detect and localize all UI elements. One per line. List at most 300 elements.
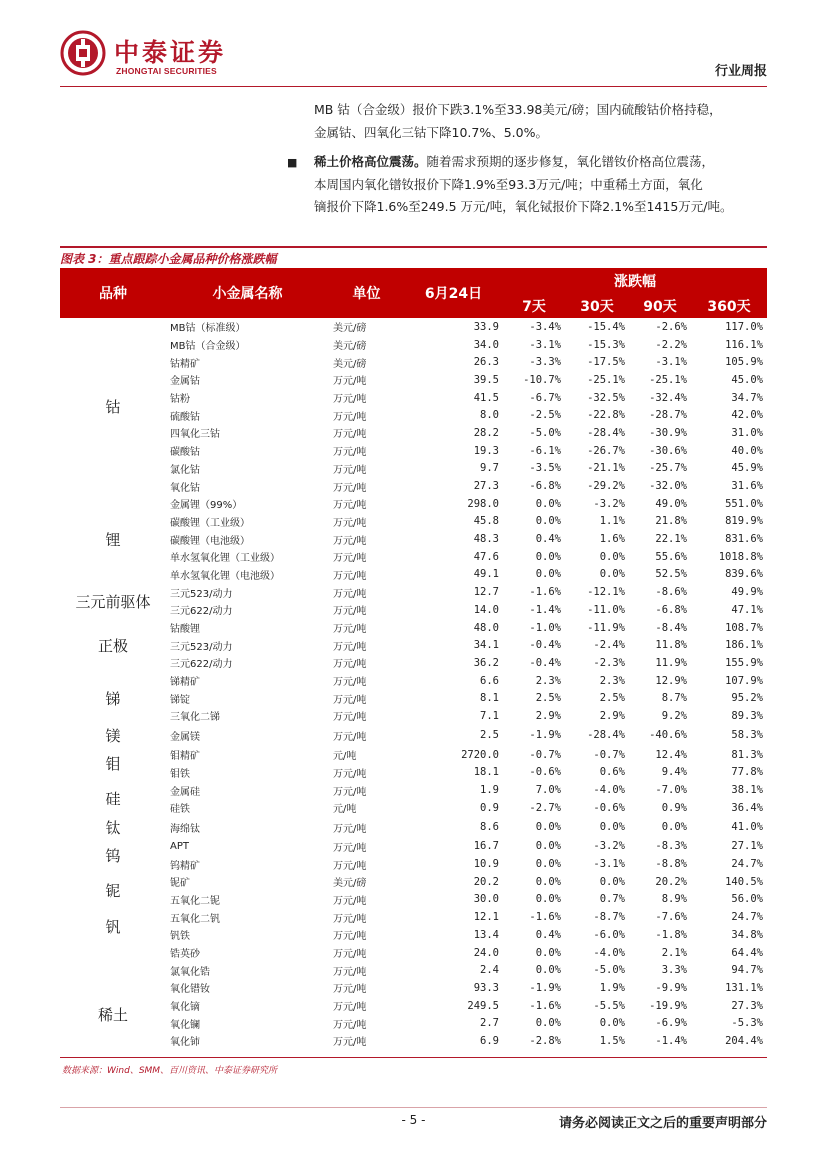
change-90d-cell: 22.1% xyxy=(655,533,687,546)
change-90d-cell: -8.6% xyxy=(655,586,687,599)
change-7d-cell: -1.6% xyxy=(529,911,561,924)
change-30d-cell: -22.8% xyxy=(587,409,625,422)
change-7d-cell: 2.9% xyxy=(535,709,561,722)
table-bottom-divider xyxy=(60,1057,767,1058)
price-cell: 18.1 xyxy=(473,766,499,779)
unit-cell: 美元/磅 xyxy=(333,358,367,370)
metal-name-cell: 五氧化二铌 xyxy=(170,895,220,907)
price-cell: 27.3 xyxy=(473,480,499,493)
change-90d-cell: 55.6% xyxy=(655,550,687,563)
change-90d-cell: 9.2% xyxy=(661,709,687,722)
table-row xyxy=(60,944,767,962)
change-30d-cell: -4.0% xyxy=(593,946,625,959)
change-360d-cell: 140.5% xyxy=(725,875,763,888)
change-7d-cell: 0.0% xyxy=(535,550,561,563)
change-90d-cell: 12.4% xyxy=(655,748,687,761)
price-cell: 19.3 xyxy=(473,444,499,457)
rare-earth-paragraph xyxy=(314,151,776,219)
table-row xyxy=(60,838,767,856)
unit-cell: 万元/吨 xyxy=(333,786,367,798)
change-30d-cell: -3.1% xyxy=(593,858,625,871)
change-360d-cell: 108.7% xyxy=(725,621,763,634)
change-30d-cell: -28.4% xyxy=(587,426,625,439)
change-30d-cell: 2.5% xyxy=(599,692,625,705)
change-360d-cell: 24.7% xyxy=(731,858,763,871)
change-30d-cell: -6.0% xyxy=(593,928,625,941)
change-7d-cell: 0.0% xyxy=(535,821,561,834)
change-7d-cell: -1.6% xyxy=(529,586,561,599)
unit-cell: 万元/吨 xyxy=(333,913,367,925)
metal-name-cell: 碳酸钴 xyxy=(170,447,200,459)
change-360d-cell: 24.7% xyxy=(731,911,763,924)
price-table xyxy=(60,268,767,1050)
change-360d-cell: 56.0% xyxy=(731,893,763,906)
price-cell: 8.1 xyxy=(480,692,499,705)
change-90d-cell: 0.9% xyxy=(661,801,687,814)
unit-cell: 万元/吨 xyxy=(333,376,367,388)
variety-cell: 钒 xyxy=(105,917,121,936)
unit-cell: 万元/吨 xyxy=(333,860,367,872)
variety-cell: 锂 xyxy=(105,530,121,549)
disclaimer: 请务必阅读正文之后的重要声明部分 xyxy=(558,1116,767,1131)
price-cell: 6.9 xyxy=(480,1034,499,1047)
metal-name-cell: 三元622/动力 xyxy=(170,659,233,671)
table-row xyxy=(60,1014,767,1032)
change-7d-cell: 0.0% xyxy=(535,858,561,871)
variety-cell: 正极 xyxy=(97,636,128,655)
change-90d-cell: -6.9% xyxy=(655,1017,687,1030)
change-360d-cell: 64.4% xyxy=(731,946,763,959)
table-row xyxy=(60,654,767,672)
unit-cell: 万元/吨 xyxy=(333,588,367,600)
table-row xyxy=(60,424,767,442)
metal-name-cell: 锑锭 xyxy=(170,694,190,706)
price-cell: 7.1 xyxy=(480,709,499,722)
change-90d-cell: 52.5% xyxy=(655,568,687,581)
price-cell: 2.7 xyxy=(480,1017,499,1030)
metal-name-cell: 硅铁 xyxy=(170,804,190,816)
rare-earth-line: 镝报价下降1.6%至249.5 万元/吨，氧化铽报价下降2.1%至1415万元/吨。 xyxy=(314,199,733,214)
change-90d-cell: 21.8% xyxy=(655,515,687,528)
table-row xyxy=(60,389,767,407)
change-30d-cell: 0.0% xyxy=(599,568,625,581)
change-360d-cell: 49.9% xyxy=(731,586,763,599)
change-30d-cell: 0.0% xyxy=(599,1017,625,1030)
table-row xyxy=(60,548,767,566)
price-cell: 16.7 xyxy=(473,840,499,853)
change-30d-cell: 0.6% xyxy=(599,766,625,779)
change-90d-cell: -30.6% xyxy=(649,444,687,457)
change-30d-cell: 2.9% xyxy=(599,709,625,722)
price-cell: 28.2 xyxy=(473,426,499,439)
table-row xyxy=(60,891,767,909)
variety-cell: 三元前驱体 xyxy=(75,592,151,611)
header-7d: 7天 xyxy=(503,294,565,318)
metal-name-cell: 钴粉 xyxy=(170,394,190,406)
table-row xyxy=(60,601,767,619)
change-7d-cell: -6.1% xyxy=(529,444,561,457)
metal-name-cell: 硫酸钴 xyxy=(170,411,200,423)
change-30d-cell: -21.1% xyxy=(587,462,625,475)
change-7d-cell: -0.4% xyxy=(529,656,561,669)
table-row xyxy=(60,619,767,637)
change-360d-cell: 38.1% xyxy=(731,784,763,797)
metal-name-cell: MB钴（标准级） xyxy=(170,323,246,335)
metal-name-cell: 锆英砂 xyxy=(170,949,200,961)
price-cell: 2720.0 xyxy=(461,748,499,761)
unit-cell: 元/吨 xyxy=(333,751,357,763)
change-30d-cell: -28.4% xyxy=(587,729,625,742)
change-360d-cell: 42.0% xyxy=(731,409,763,422)
change-30d-cell: -4.0% xyxy=(593,784,625,797)
change-90d-cell: -40.6% xyxy=(649,729,687,742)
table-row xyxy=(60,353,767,371)
change-7d-cell: 7.0% xyxy=(535,784,561,797)
change-90d-cell: -28.7% xyxy=(649,409,687,422)
price-cell: 41.5 xyxy=(473,391,499,404)
change-360d-cell: 116.1% xyxy=(725,338,763,351)
price-cell: 48.3 xyxy=(473,533,499,546)
price-cell: 47.6 xyxy=(473,550,499,563)
change-30d-cell: -15.3% xyxy=(587,338,625,351)
unit-cell: 美元/磅 xyxy=(333,878,367,890)
metal-name-cell: 三元523/动力 xyxy=(170,641,233,653)
table-row xyxy=(60,997,767,1015)
change-90d-cell: 9.4% xyxy=(661,766,687,779)
change-360d-cell: 819.9% xyxy=(725,515,763,528)
change-7d-cell: -3.1% xyxy=(529,338,561,351)
metal-name-cell: 单水氢氧化锂（工业级） xyxy=(170,553,280,565)
unit-cell: 万元/吨 xyxy=(333,553,367,565)
header-name: 小金属名称 xyxy=(166,268,329,318)
change-30d-cell: -17.5% xyxy=(587,356,625,369)
change-360d-cell: 89.3% xyxy=(731,709,763,722)
change-30d-cell: 0.7% xyxy=(599,893,625,906)
unit-cell: 万元/吨 xyxy=(333,411,367,423)
change-30d-cell: 1.1% xyxy=(599,515,625,528)
header-unit: 单位 xyxy=(329,268,404,318)
unit-cell: 万元/吨 xyxy=(333,517,367,529)
price-cell: 1.9 xyxy=(480,784,499,797)
header-change: 涨跌幅 xyxy=(503,268,767,294)
page-header xyxy=(0,0,827,90)
change-360d-cell: 1018.8% xyxy=(718,550,763,563)
change-360d-cell: 27.3% xyxy=(731,999,763,1012)
table-row xyxy=(60,1032,767,1050)
metal-name-cell: 金属锂（99%） xyxy=(170,500,243,512)
metal-name-cell: 五氧化二钒 xyxy=(170,913,220,925)
table-row xyxy=(60,979,767,997)
change-7d-cell: -1.4% xyxy=(529,603,561,616)
metal-name-cell: 氯化钴 xyxy=(170,464,200,476)
change-7d-cell: 0.0% xyxy=(535,875,561,888)
change-7d-cell: 0.0% xyxy=(535,515,561,528)
price-cell: 8.0 xyxy=(480,409,499,422)
change-360d-cell: 95.2% xyxy=(731,692,763,705)
change-90d-cell: -8.8% xyxy=(655,858,687,871)
change-7d-cell: -5.0% xyxy=(529,426,561,439)
metal-name-cell: 铌矿 xyxy=(170,878,190,890)
metal-name-cell: 三元523/动力 xyxy=(170,588,233,600)
change-7d-cell: 0.0% xyxy=(535,840,561,853)
unit-cell: 万元/吨 xyxy=(333,1037,367,1049)
rare-earth-line: 本周国内氧化镨钕报价下降1.9%至93.3万元/吨；中重稀土方面，氧化 xyxy=(314,176,703,192)
metal-name-cell: 氧化镝 xyxy=(170,1002,200,1014)
change-90d-cell: 12.9% xyxy=(655,674,687,687)
unit-cell: 万元/吨 xyxy=(333,464,367,476)
table-row xyxy=(60,707,767,725)
change-30d-cell: -26.7% xyxy=(587,444,625,457)
metal-name-cell: 氧化钴 xyxy=(170,482,200,494)
data-source: 数据来源：Wind、SMM、百川资讯、中泰证券研究所 xyxy=(62,1066,278,1076)
table-row xyxy=(60,908,767,926)
variety-cell: 稀土 xyxy=(97,1005,128,1024)
price-cell: 12.7 xyxy=(473,586,499,599)
unit-cell: 万元/吨 xyxy=(333,966,367,978)
table-row xyxy=(60,689,767,707)
change-90d-cell: -3.1% xyxy=(655,356,687,369)
change-360d-cell: 131.1% xyxy=(725,981,763,994)
metal-name-cell: 碳酸锂（工业级） xyxy=(170,517,250,529)
metal-name-cell: 氯氧化锆 xyxy=(170,966,210,978)
page-number: - 5 - xyxy=(401,1113,426,1127)
unit-cell: 万元/吨 xyxy=(333,768,367,780)
change-90d-cell: 8.9% xyxy=(661,893,687,906)
change-90d-cell: 0.0% xyxy=(661,821,687,834)
change-360d-cell: 47.1% xyxy=(731,603,763,616)
table-row xyxy=(60,406,767,424)
price-cell: 36.2 xyxy=(473,656,499,669)
table-row xyxy=(60,961,767,979)
change-360d-cell: 839.6% xyxy=(725,568,763,581)
metal-name-cell: 三氧化二锑 xyxy=(170,712,220,724)
change-90d-cell: -7.0% xyxy=(655,784,687,797)
variety-cell: 钼 xyxy=(105,755,121,773)
metal-name-cell: 金属镁 xyxy=(170,731,200,743)
metal-name-cell: 金属钴 xyxy=(170,376,200,388)
unit-cell: 万元/吨 xyxy=(333,500,367,512)
metal-name-cell: 钼精矿 xyxy=(170,751,200,763)
header-30d: 30天 xyxy=(565,294,629,318)
unit-cell: 万元/吨 xyxy=(333,447,367,459)
change-7d-cell: 0.0% xyxy=(535,497,561,510)
change-90d-cell: -2.2% xyxy=(655,338,687,351)
change-360d-cell: 107.9% xyxy=(725,674,763,687)
change-90d-cell: -19.9% xyxy=(649,999,687,1012)
change-360d-cell: 45.0% xyxy=(731,373,763,386)
change-7d-cell: -3.5% xyxy=(529,462,561,475)
unit-cell: 万元/吨 xyxy=(333,535,367,547)
unit-cell: 万元/吨 xyxy=(333,1019,367,1031)
change-90d-cell: 11.9% xyxy=(655,656,687,669)
header-variety: 品种 xyxy=(60,268,166,318)
header-date: 6月24日 xyxy=(404,268,503,318)
variety-cell: 铌 xyxy=(105,882,121,901)
change-7d-cell: -3.3% xyxy=(529,356,561,369)
change-30d-cell: 1.5% xyxy=(599,1034,625,1047)
metal-name-cell: 氧化镧 xyxy=(170,1019,200,1031)
intro-paragraph xyxy=(314,99,776,144)
header-360d: 360天 xyxy=(691,294,767,318)
rare-earth-heading: 稀土价格高位震荡。 xyxy=(314,154,427,169)
change-7d-cell: -0.4% xyxy=(529,639,561,652)
unit-cell: 万元/吨 xyxy=(333,394,367,406)
change-90d-cell: 49.0% xyxy=(655,497,687,510)
change-360d-cell: 34.7% xyxy=(731,391,763,404)
price-cell: 9.7 xyxy=(480,462,499,475)
unit-cell: 万元/吨 xyxy=(333,606,367,618)
variety-cell: 镁 xyxy=(105,726,121,745)
change-7d-cell: 0.0% xyxy=(535,893,561,906)
change-7d-cell: -3.4% xyxy=(529,320,561,333)
header-divider xyxy=(60,86,767,87)
change-360d-cell: 58.3% xyxy=(731,729,763,742)
variety-cell: 钴 xyxy=(105,397,121,416)
table-body xyxy=(60,318,767,1050)
change-7d-cell: -1.6% xyxy=(529,999,561,1012)
unit-cell: 万元/吨 xyxy=(333,895,367,907)
price-cell: 30.0 xyxy=(473,893,499,906)
table-row xyxy=(60,636,767,654)
change-7d-cell: -1.0% xyxy=(529,621,561,634)
metal-name-cell: 氧化镨钕 xyxy=(170,984,210,996)
change-360d-cell: 27.1% xyxy=(731,840,763,853)
change-90d-cell: 11.8% xyxy=(655,639,687,652)
change-90d-cell: -9.9% xyxy=(655,981,687,994)
change-7d-cell: -0.6% xyxy=(529,766,561,779)
change-7d-cell: -2.7% xyxy=(529,801,561,814)
change-360d-cell: 77.8% xyxy=(731,766,763,779)
table-row xyxy=(60,799,767,817)
table-row xyxy=(60,746,767,764)
change-90d-cell: -6.8% xyxy=(655,603,687,616)
change-360d-cell: 45.9% xyxy=(731,462,763,475)
change-90d-cell: -8.4% xyxy=(655,621,687,634)
price-cell: 10.9 xyxy=(473,858,499,871)
price-cell: 34.0 xyxy=(473,338,499,351)
metal-name-cell: 氧化铈 xyxy=(170,1037,200,1049)
price-cell: 45.8 xyxy=(473,515,499,528)
change-7d-cell: -2.8% xyxy=(529,1034,561,1047)
price-cell: 20.2 xyxy=(473,875,499,888)
metal-name-cell: 海绵钛 xyxy=(170,823,200,835)
change-360d-cell: 105.9% xyxy=(725,356,763,369)
change-7d-cell: 0.4% xyxy=(535,928,561,941)
change-30d-cell: -0.7% xyxy=(593,748,625,761)
change-30d-cell: -5.5% xyxy=(593,999,625,1012)
price-cell: 2.4 xyxy=(480,964,499,977)
table-row xyxy=(60,513,767,531)
variety-cell xyxy=(60,944,166,979)
price-cell: 249.5 xyxy=(467,999,499,1012)
change-30d-cell: -5.0% xyxy=(593,964,625,977)
intro-line: MB 钴（合金级）报价下跌3.1%至33.98美元/磅；国内硫酸钴价格持稳， xyxy=(314,102,722,117)
price-cell: 8.6 xyxy=(480,821,499,834)
table-row xyxy=(60,477,767,495)
variety-cell: 钛 xyxy=(105,818,121,837)
table-row xyxy=(60,926,767,944)
change-30d-cell: 0.0% xyxy=(599,875,625,888)
change-90d-cell: 3.3% xyxy=(661,964,687,977)
change-360d-cell: 36.4% xyxy=(731,801,763,814)
change-7d-cell: 2.5% xyxy=(535,692,561,705)
change-360d-cell: 31.0% xyxy=(731,426,763,439)
unit-cell: 万元/吨 xyxy=(333,731,367,743)
change-360d-cell: 31.6% xyxy=(731,480,763,493)
change-360d-cell: 81.3% xyxy=(731,748,763,761)
change-30d-cell: -2.4% xyxy=(593,639,625,652)
price-cell: 93.3 xyxy=(473,981,499,994)
bullet-icon: ■ xyxy=(287,156,298,169)
table-row xyxy=(60,764,767,782)
change-90d-cell: 8.7% xyxy=(661,692,687,705)
change-7d-cell: 0.0% xyxy=(535,568,561,581)
price-cell: 49.1 xyxy=(473,568,499,581)
change-7d-cell: 0.4% xyxy=(535,533,561,546)
change-360d-cell: 40.0% xyxy=(731,444,763,457)
table-row xyxy=(60,672,767,690)
change-30d-cell: -25.1% xyxy=(587,373,625,386)
unit-cell: 万元/吨 xyxy=(333,694,367,706)
unit-cell: 美元/磅 xyxy=(333,323,367,335)
change-30d-cell: -8.7% xyxy=(593,911,625,924)
company-logo-icon xyxy=(60,30,106,76)
change-30d-cell: 1.9% xyxy=(599,981,625,994)
report-type: 行业周报 xyxy=(714,64,767,79)
price-cell: 34.1 xyxy=(473,639,499,652)
intro-line: 金属钴、四氧化三钴下降10.7%、5.0%。 xyxy=(314,124,548,140)
price-cell: 13.4 xyxy=(473,928,499,941)
unit-cell: 万元/吨 xyxy=(333,677,367,689)
change-360d-cell: 34.8% xyxy=(731,928,763,941)
table-row xyxy=(60,336,767,354)
change-90d-cell: -25.7% xyxy=(649,462,687,475)
change-90d-cell: 20.2% xyxy=(655,875,687,888)
change-360d-cell: 41.0% xyxy=(731,821,763,834)
change-30d-cell: -12.1% xyxy=(587,586,625,599)
change-30d-cell: -2.3% xyxy=(593,656,625,669)
figure-title-text: 图表 3：重点跟踪小金属品种价格涨跌幅 xyxy=(60,252,277,266)
metal-name-cell: 钼铁 xyxy=(170,768,190,780)
table-row xyxy=(60,725,767,746)
unit-cell: 万元/吨 xyxy=(333,429,367,441)
price-cell: 14.0 xyxy=(473,603,499,616)
change-360d-cell: -5.3% xyxy=(731,1017,763,1030)
price-cell: 2.5 xyxy=(480,729,499,742)
unit-cell: 万元/吨 xyxy=(333,931,367,943)
change-90d-cell: -1.4% xyxy=(655,1034,687,1047)
unit-cell: 万元/吨 xyxy=(333,641,367,653)
unit-cell: 万元/吨 xyxy=(333,1002,367,1014)
unit-cell: 万元/吨 xyxy=(333,570,367,582)
price-cell: 12.1 xyxy=(473,911,499,924)
variety-cell: 锑 xyxy=(105,689,121,708)
change-30d-cell: 1.6% xyxy=(599,533,625,546)
metal-name-cell: 钴酸锂 xyxy=(170,624,200,636)
change-7d-cell: -1.9% xyxy=(529,981,561,994)
change-360d-cell: 155.9% xyxy=(725,656,763,669)
company-name-en: ZHONGTAI SECURITIES xyxy=(116,66,217,76)
table-row xyxy=(60,442,767,460)
price-cell: 24.0 xyxy=(473,946,499,959)
change-7d-cell: -6.7% xyxy=(529,391,561,404)
table-row xyxy=(60,583,767,601)
metal-name-cell: 三元622/动力 xyxy=(170,606,233,618)
metal-name-cell: APT xyxy=(170,840,189,852)
table-header-row xyxy=(60,268,767,294)
unit-cell: 元/吨 xyxy=(333,804,357,816)
change-30d-cell: -11.0% xyxy=(587,603,625,616)
